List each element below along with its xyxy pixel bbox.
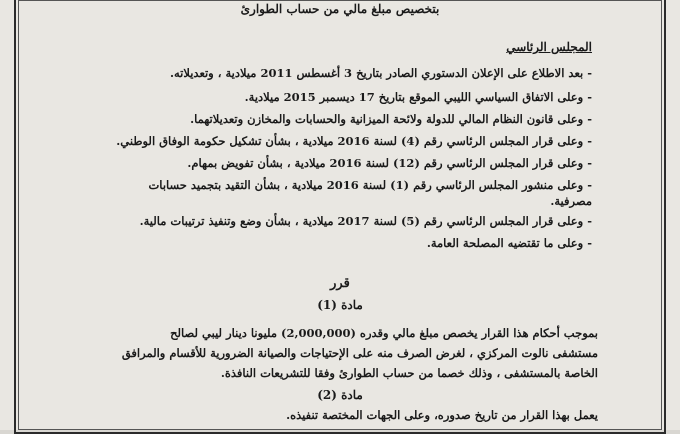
preamble-line: - وعلى قانون النظام المالي للدولة ولائحة الميزانية والحسابات والمخازن وتعديلاتهما. <box>190 112 592 126</box>
preamble-line: - وعلى ما تقتضيه المصلحة العامة. <box>426 236 592 250</box>
preamble-line: - وعلى قرار المجلس الرئاسي رقم (5) لسنة 2017 ميلادية ، بشأن وضع وتنفيذ ترتيبات مالية. <box>139 214 592 228</box>
article-2-line: يعمل بهذا القرار من تاريخ صدوره، وعلى الجهات المختصة تنفيذه. <box>286 408 598 422</box>
article-1-line: مستشفى نالوت المركزي ، لغرض الصرف منه على الإحتياجات والصيانة الضرورية للأقسام والمرافق <box>121 346 598 360</box>
article-1-line: بموجب أحكام هذا القرار يخصص مبلغ مالي وقدره (2,000,000) مليونا دينار ليبي لصالح <box>170 326 598 340</box>
preamble-line: - وعلى قرار المجلس الرئاسي رقم (4) لسنة 2016 ميلادية ، بشأن تشكيل حكومة الوفاق الوطني. <box>116 134 592 148</box>
preamble-line: - وعلى منشور المجلس الرئاسي رقم (1) لسنة 2016 ميلادية ، بشأن التقيد بتجميد حسابات <box>148 178 592 192</box>
preamble-line: مصرفية. <box>550 194 592 208</box>
council-heading: المجلس الرئاسي <box>506 40 592 54</box>
preamble-line: - وعلى الاتفاق السياسي الليبي الموقع بتاريخ 17 ديسمبر 2015 ميلادية. <box>244 90 592 104</box>
decree-heading: قرر <box>330 276 350 291</box>
decree-subject: بتخصيص مبلغ مالي من حساب الطوارئ <box>240 2 440 16</box>
preamble-line: - وعلى قرار المجلس الرئاسي رقم (12) لسنة 2016 ميلادية ، بشأن تفويض بمهام. <box>187 156 592 170</box>
preamble-line: - بعد الاطلاع على الإعلان الدستوري الصادر بتاريخ 3 أغسطس 2011 ميلادية ، وتعديلاته. <box>169 66 592 80</box>
article-1-heading: مادة (1) <box>317 298 363 312</box>
article-1-line: الخاصة بالمستشفى ، وذلك خصما من حساب الطوارئ وفقا للتشريعات النافذة. <box>220 366 598 380</box>
article-2-heading: مادة (2) <box>317 388 363 402</box>
